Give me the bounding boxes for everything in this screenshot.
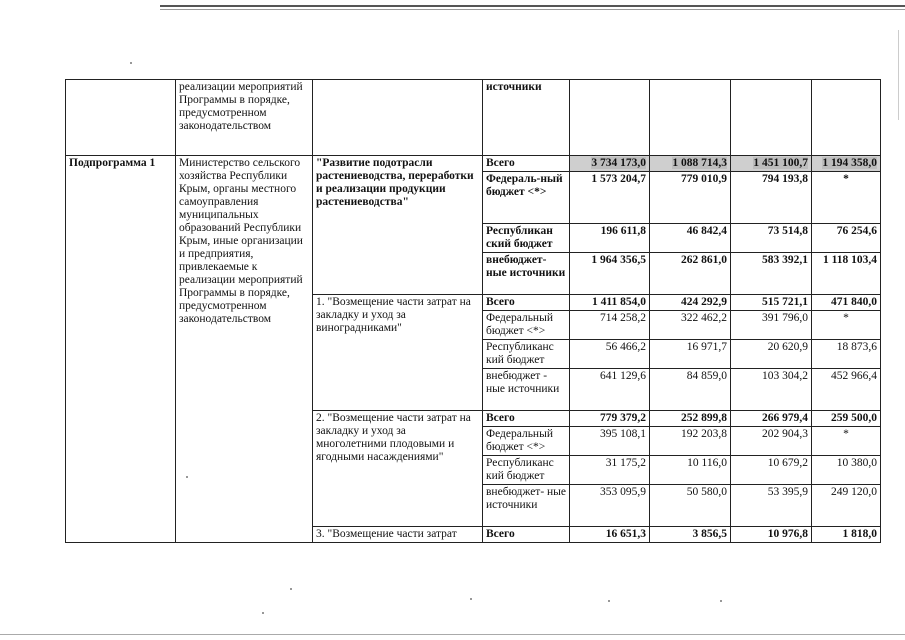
value-cell: 249 120,0 — [812, 485, 881, 527]
scan-speck — [608, 600, 610, 602]
value-cell: 50 580,0 — [650, 485, 731, 527]
value-cell — [731, 80, 812, 156]
value-cell: 73 514,8 — [731, 224, 812, 253]
budget-table — [65, 79, 881, 543]
value-cell: 84 859,0 — [650, 369, 731, 411]
scan-speck — [470, 598, 472, 600]
value-cell: 1 964 356,5 — [570, 253, 650, 295]
value-cell: 31 175,2 — [570, 456, 650, 485]
value-cell: 20 620,9 — [731, 340, 812, 369]
value-cell: 1 573 204,7 — [570, 172, 650, 224]
measure-title: 1. "Возмещение части затрат на закладку и уход за виноградниками" — [313, 295, 483, 411]
value-cell: 391 796,0 — [731, 311, 812, 340]
value-cell: 10 116,0 — [650, 456, 731, 485]
measure-cell — [313, 80, 483, 156]
measure-title: 3. "Возмещение части затрат — [313, 527, 483, 543]
value-cell: 471 840,0 — [812, 295, 881, 311]
value-cell: 56 466,2 — [570, 340, 650, 369]
value-cell: 515 721,1 — [731, 295, 812, 311]
source-cell: источники — [483, 80, 570, 156]
subprogram-executor: Министерство сельского хозяйства Республики Крым, органы местного самоуправления муниципальных образований Республики Крым, иные организации и предприятия, привлекаемые к реализации мероприятий Программы в порядке, предусмотренном законодательством — [176, 156, 313, 543]
source-cell: внебюджет - ные источники — [483, 369, 570, 411]
value-cell: 262 861,0 — [650, 253, 731, 295]
value-cell: 779 379,2 — [570, 411, 650, 427]
value-cell: 353 095,9 — [570, 485, 650, 527]
value-cell: 1 411 854,0 — [570, 295, 650, 311]
scan-bottom-line — [0, 634, 905, 635]
value-cell: 10 976,8 — [731, 527, 812, 543]
value-cell: 266 979,4 — [731, 411, 812, 427]
table-row — [66, 156, 881, 172]
value-cell: * — [812, 427, 881, 456]
value-cell: 10 380,0 — [812, 456, 881, 485]
value-cell: 53 395,9 — [731, 485, 812, 527]
source-cell: Федераль-ный бюджет <*> — [483, 172, 570, 224]
value-cell: 1 088 714,3 — [650, 156, 731, 172]
value-cell: 16 651,3 — [570, 527, 650, 543]
subprogram-title: "Развитие подотрасли растениеводства, переработки и реализации продукции растениеводства" — [313, 156, 483, 295]
value-cell: 76 254,6 — [812, 224, 881, 253]
executor-cell: реализации мероприятий Программы в порядке, предусмотренном законодательством — [176, 80, 313, 156]
value-cell: 259 500,0 — [812, 411, 881, 427]
scan-speck — [262, 612, 264, 614]
table-row — [66, 80, 881, 156]
value-cell: 452 966,4 — [812, 369, 881, 411]
value-cell: 202 904,3 — [731, 427, 812, 456]
scan-speck — [290, 588, 292, 590]
source-cell: Республикан ский бюджет — [483, 224, 570, 253]
scan-edge-mark — [898, 30, 899, 120]
value-cell: 10 679,2 — [731, 456, 812, 485]
value-cell: 3 734 173,0 — [570, 156, 650, 172]
source-cell: Республиканс кий бюджет — [483, 340, 570, 369]
scan-speck — [720, 600, 722, 602]
value-cell: 103 304,2 — [731, 369, 812, 411]
value-cell: 46 842,4 — [650, 224, 731, 253]
source-cell: Федеральный бюджет <*> — [483, 311, 570, 340]
value-cell: 1 818,0 — [812, 527, 881, 543]
value-cell: 3 856,5 — [650, 527, 731, 543]
value-cell: 714 258,2 — [570, 311, 650, 340]
value-cell: 1 194 358,0 — [812, 156, 881, 172]
value-cell: 1 451 100,7 — [731, 156, 812, 172]
subprogram-label: Подпрограмма 1 — [66, 156, 176, 543]
value-cell: 424 292,9 — [650, 295, 731, 311]
status-cell — [66, 80, 176, 156]
value-cell: * — [812, 172, 881, 224]
value-cell: 1 118 103,4 — [812, 253, 881, 295]
value-cell: 192 203,8 — [650, 427, 731, 456]
value-cell: * — [812, 311, 881, 340]
source-cell: Всего — [483, 156, 570, 172]
value-cell: 196 611,8 — [570, 224, 650, 253]
source-cell: Республиканс кий бюджет — [483, 456, 570, 485]
value-cell — [812, 80, 881, 156]
value-cell: 16 971,7 — [650, 340, 731, 369]
source-cell: Федеральный бюджет <*> — [483, 427, 570, 456]
source-cell: Всего — [483, 411, 570, 427]
scan-top-line — [160, 5, 905, 7]
value-cell: 779 010,9 — [650, 172, 731, 224]
value-cell: 395 108,1 — [570, 427, 650, 456]
measure-title: 2. "Возмещение части затрат на закладку и уход за многолетними плодовыми и ягодными насаждениями" — [313, 411, 483, 527]
scan-speck — [130, 62, 132, 64]
value-cell: 252 899,8 — [650, 411, 731, 427]
value-cell: 641 129,6 — [570, 369, 650, 411]
value-cell: 794 193,8 — [731, 172, 812, 224]
source-cell: Всего — [483, 295, 570, 311]
value-cell: 18 873,6 — [812, 340, 881, 369]
source-cell: внебюджет-ные источники — [483, 253, 570, 295]
source-cell: Всего — [483, 527, 570, 543]
value-cell: 583 392,1 — [731, 253, 812, 295]
value-cell — [570, 80, 650, 156]
scan-top-line-faint — [160, 9, 905, 10]
value-cell: 322 462,2 — [650, 311, 731, 340]
value-cell — [650, 80, 731, 156]
source-cell: внебюджет- ные источники — [483, 485, 570, 527]
